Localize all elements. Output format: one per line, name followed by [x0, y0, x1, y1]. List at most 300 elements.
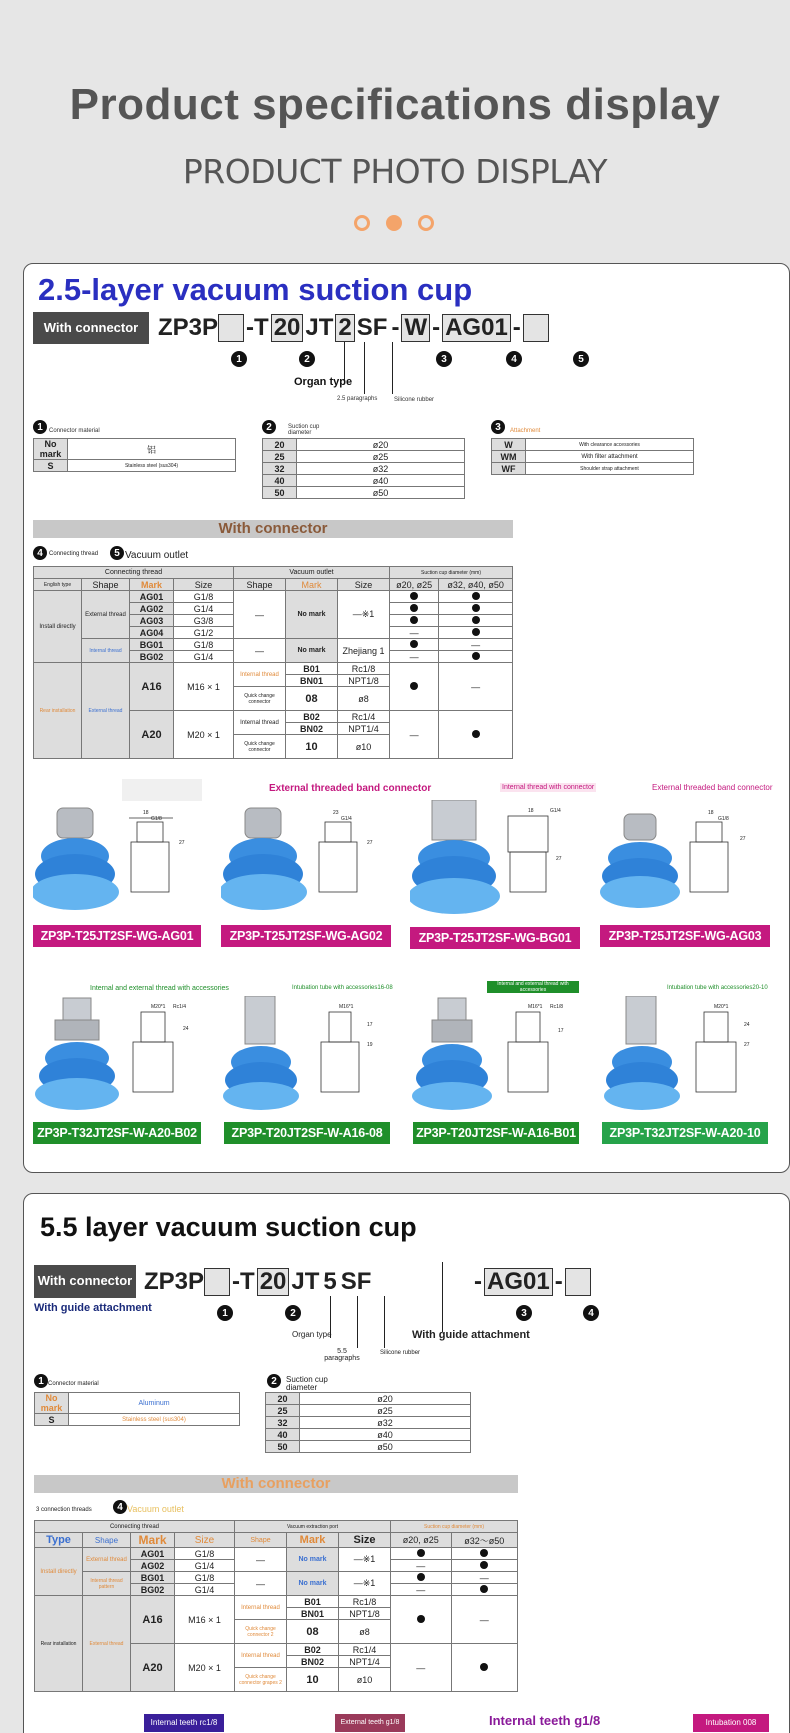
table-cell: Internal thread pattern	[83, 1572, 131, 1596]
table-cell: AG04	[130, 627, 174, 639]
table-cell: —	[451, 1572, 517, 1584]
carousel-dot-1[interactable]	[354, 215, 370, 231]
table-cell: —	[439, 663, 513, 711]
table-header: Suction cup diameter (mm)	[391, 1521, 518, 1533]
table-cell: BN01	[286, 675, 338, 687]
code-dash-3: -	[554, 1268, 563, 1295]
table-cell: B01	[286, 663, 338, 675]
table-cell: Stainless steel (sus304)	[68, 460, 236, 472]
dot-icon	[472, 592, 480, 600]
table-cell: A16	[130, 663, 174, 711]
code-dash-2: -	[474, 1268, 482, 1295]
product-tag: Intubation tube with accessories20-10	[667, 985, 768, 991]
dim-label: 17	[558, 1028, 564, 1034]
table-cell: A20	[131, 1644, 175, 1692]
table-cell: —	[235, 1572, 287, 1596]
table-cell: ø32	[300, 1417, 471, 1429]
dot-icon	[472, 628, 480, 636]
product-caption: ZP3P-T32JT2SF-W-A20-B02	[33, 1122, 201, 1144]
table-header: Mark	[286, 579, 338, 591]
product-tag: External threaded band connector	[652, 783, 773, 792]
product-image-4	[600, 800, 768, 920]
with-connector-badge: With connector	[34, 1265, 136, 1298]
table-cell: NPT1/4	[338, 723, 390, 735]
table-row	[35, 1548, 518, 1560]
product-caption: ZP3P-T20JT2SF-W-A16-08	[224, 1122, 390, 1144]
table-header: Shape	[234, 579, 286, 591]
code-ag: AG01	[484, 1268, 553, 1296]
table-cell: External thread	[82, 663, 130, 759]
table-cell: —※1	[338, 591, 390, 639]
table-cell: G1/4	[175, 1584, 235, 1596]
product-tag: Internal and external thread with accessories	[487, 981, 579, 993]
diameter-title: Suction cup diameter	[286, 1375, 328, 1392]
table-cell: Quick change connector	[234, 687, 286, 711]
page-subtitle: PRODUCT PHOTO DISPLAY	[182, 152, 608, 191]
table-header: Type	[35, 1533, 83, 1548]
table-cell: ø20	[297, 439, 465, 451]
table-header: ø32～ø50	[451, 1533, 517, 1548]
code-dash-t: -T	[232, 1268, 255, 1295]
table-header: Vacuum extraction port	[235, 1521, 391, 1533]
connector-material-table	[33, 438, 236, 472]
table-cell: BG01	[130, 639, 174, 651]
code-box-4	[565, 1268, 591, 1296]
table-row	[263, 439, 465, 451]
table-header: Size	[174, 579, 234, 591]
pointer-line	[384, 1296, 385, 1348]
table-row	[263, 487, 465, 499]
table-cell	[391, 1548, 452, 1560]
code-jt: JT	[305, 314, 334, 341]
table-row	[263, 463, 465, 475]
table-cell	[390, 639, 439, 651]
table-cell: —	[451, 1596, 517, 1644]
table-row	[35, 1533, 518, 1548]
table-cell: —	[235, 1548, 287, 1572]
table-cell: ø40	[297, 475, 465, 487]
table-cell: 20	[263, 439, 297, 451]
product-image-5	[33, 996, 201, 1116]
dim-label: G1/4	[550, 808, 561, 814]
product-image-3	[410, 800, 578, 920]
table-cell: —	[234, 591, 286, 639]
attachment-table	[491, 438, 694, 475]
dot-icon	[410, 682, 418, 690]
table-cell	[439, 627, 513, 639]
table-cell: With filter attachment	[526, 451, 694, 463]
product-tag-placeholder	[122, 779, 202, 801]
table-cell: 10	[286, 735, 338, 759]
dim-label: 19	[367, 1042, 373, 1048]
table-cell: AG03	[130, 615, 174, 627]
marker-5: 5	[110, 546, 124, 560]
dot-icon	[417, 1573, 425, 1581]
product-image-1	[33, 800, 201, 920]
table-row	[35, 1414, 240, 1426]
code-box-1	[218, 314, 244, 342]
dim-label: 18	[708, 810, 714, 816]
table-cell: WF	[492, 463, 526, 475]
table-cell: No mark	[287, 1548, 339, 1572]
marker-2: 2	[299, 351, 315, 367]
table-cell: BN02	[286, 723, 338, 735]
table-header: Size	[338, 579, 390, 591]
table-row	[263, 475, 465, 487]
table-cell: Rear installation	[34, 663, 82, 759]
table-cell: 32	[266, 1417, 300, 1429]
table-cell: G1/4	[175, 1560, 235, 1572]
product-tag: External threaded band connector	[269, 783, 432, 794]
table-row	[492, 451, 694, 463]
table-cell	[439, 711, 513, 759]
table-cell: NPT1/8	[338, 675, 390, 687]
table-cell: 40	[263, 475, 297, 487]
code-dash-3: -	[512, 314, 521, 341]
vacuum-outlet-label: Vacuum outlet	[127, 1504, 184, 1514]
table-cell	[391, 1572, 452, 1584]
table-row	[34, 439, 236, 460]
table-header: Mark	[287, 1533, 339, 1548]
table-cell: No mark	[287, 1572, 339, 1596]
table-cell: 40	[266, 1429, 300, 1441]
organ-type-label: Organ type	[292, 1330, 332, 1339]
table-row	[34, 639, 513, 651]
table-cell: External thread	[83, 1548, 131, 1572]
pointer-line	[364, 342, 365, 394]
attachment-title: Attachment	[510, 428, 541, 434]
table-cell: With clearance accessories	[526, 439, 694, 451]
table-cell: G3/8	[174, 615, 234, 627]
dim-label: 27	[367, 840, 373, 846]
connector-spec-table	[33, 566, 513, 759]
connector-material-table	[34, 1392, 240, 1426]
dim-label: M20*1	[714, 1004, 729, 1010]
dot-icon	[410, 592, 418, 600]
table-cell	[439, 615, 513, 627]
table-cell: Internal thread	[234, 663, 286, 687]
table-cell	[390, 663, 439, 711]
table-cell: ø32	[297, 463, 465, 475]
table-header: Vacuum outlet	[234, 567, 390, 579]
carousel-dot-3[interactable]	[418, 215, 434, 231]
table-header: Mark	[130, 579, 174, 591]
table-cell: Quick change connector	[234, 735, 286, 759]
pointer-line	[442, 1262, 443, 1332]
table-row	[35, 1572, 518, 1584]
product-image-6	[221, 996, 389, 1116]
code-prefix: ZP3P	[158, 314, 219, 341]
table-cell: ø10	[339, 1668, 391, 1692]
code-dash-t: -T	[246, 314, 269, 341]
table-row	[35, 1596, 518, 1608]
table-header: Suction cup diameter (mm)	[390, 567, 513, 579]
table-row	[266, 1417, 471, 1429]
table-cell: Install directly	[34, 591, 82, 663]
table-row	[34, 663, 513, 675]
table-cell: Internal thread	[235, 1644, 287, 1668]
table-cell: 铝	[68, 439, 236, 460]
table-cell	[390, 603, 439, 615]
page-title: Product specifications display	[69, 80, 721, 129]
table-cell: 08	[287, 1620, 339, 1644]
table-cell: —	[390, 627, 439, 639]
table-cell	[391, 1596, 452, 1644]
dim-label: 24	[744, 1022, 750, 1028]
table-row	[35, 1393, 240, 1414]
carousel-dot-2[interactable]	[386, 215, 402, 231]
dim-label: G1/8	[151, 816, 162, 822]
table-cell: G1/8	[175, 1548, 235, 1560]
organ-type-label: Organ type	[294, 376, 353, 388]
code-jt: JT	[291, 1268, 320, 1295]
table-cell	[439, 651, 513, 663]
table-cell: —※1	[339, 1548, 391, 1572]
table-cell: —	[391, 1560, 452, 1572]
dot-icon	[417, 1615, 425, 1623]
table-row	[263, 451, 465, 463]
table-cell	[390, 615, 439, 627]
section2-title: 5.5 layer vacuum suction cup	[40, 1212, 417, 1242]
dim-label: 23	[333, 810, 339, 816]
dim-label: 27	[556, 856, 562, 862]
vacuum-outlet-label: Vacuum outlet	[125, 550, 189, 561]
table-cell	[451, 1548, 517, 1560]
table-cell: M16 × 1	[175, 1596, 235, 1644]
code-sf: SF	[340, 1268, 372, 1295]
table-cell: 32	[263, 463, 297, 475]
table-row	[266, 1393, 471, 1405]
table-cell: A16	[131, 1596, 175, 1644]
dim-label: 27	[179, 840, 185, 846]
table-cell: M20 × 1	[175, 1644, 235, 1692]
table-cell: BG02	[130, 651, 174, 663]
table-cell: —	[439, 639, 513, 651]
table-cell: Rc1/4	[338, 711, 390, 723]
connecting-thread-label: Connecting thread	[49, 551, 99, 557]
table-cell: —	[234, 639, 286, 663]
table-cell: G1/4	[174, 651, 234, 663]
marker-5: 5	[573, 351, 589, 367]
code-ag: AG01	[442, 314, 511, 342]
table-cell: BN01	[287, 1608, 339, 1620]
table-cell: AG01	[131, 1548, 175, 1560]
diameter-table	[262, 438, 465, 499]
table-cell: AG02	[130, 603, 174, 615]
dim-label: 17	[367, 1022, 373, 1028]
table-header: Connecting thread	[34, 567, 234, 579]
table-row	[34, 460, 236, 472]
table-row	[266, 1429, 471, 1441]
product-tag: External teeth g1/8	[335, 1714, 405, 1732]
table-cell: No mark	[34, 439, 68, 460]
product-tag: Intubation 008	[693, 1714, 769, 1732]
table-row	[35, 1521, 518, 1533]
model-code-1	[158, 313, 549, 343]
diameter-title: Suction cup diameter	[288, 424, 320, 436]
table-cell: Quick change connector grapes 2	[235, 1668, 287, 1692]
table-cell: B02	[286, 711, 338, 723]
table-cell: AG02	[131, 1560, 175, 1572]
dot-icon	[480, 1663, 488, 1671]
connector-material-title: Connector material	[48, 1381, 99, 1387]
table-cell: 25	[263, 451, 297, 463]
table-cell: ø8	[339, 1620, 391, 1644]
dim-label: 27	[744, 1042, 750, 1048]
table-cell: Rear installation	[35, 1596, 83, 1692]
table-cell: M16 × 1	[174, 663, 234, 711]
dot-icon	[472, 604, 480, 612]
product-image-7	[410, 996, 578, 1116]
table-header: Shape	[82, 579, 130, 591]
product-image-2	[221, 800, 389, 920]
table-cell: External thread	[82, 591, 130, 639]
product-caption: ZP3P-T25JT2SF-WG-AG03	[600, 925, 770, 947]
code-prefix: ZP3P	[144, 1268, 205, 1295]
table-cell: ø50	[300, 1441, 471, 1453]
marker-1: 1	[34, 1374, 48, 1388]
table-row	[266, 1441, 471, 1453]
table-cell	[439, 591, 513, 603]
marker-4: 4	[113, 1500, 127, 1514]
table-cell: —	[391, 1584, 452, 1596]
table-row	[492, 439, 694, 451]
table-cell: M20 × 1	[174, 711, 234, 759]
table-row	[266, 1405, 471, 1417]
marker-1: 1	[231, 351, 247, 367]
product-tag: Internal teeth rc1/8	[144, 1714, 224, 1732]
code-sf: SF	[356, 314, 388, 341]
dim-label: 18	[143, 810, 149, 816]
table-cell: G1/2	[174, 627, 234, 639]
dot-icon	[472, 652, 480, 660]
table-cell: BN02	[287, 1656, 339, 1668]
table-cell: Rc1/8	[338, 663, 390, 675]
product-tag: Internal teeth g1/8	[489, 1713, 601, 1728]
table-cell: External thread	[83, 1596, 131, 1692]
table-cell: B02	[287, 1644, 339, 1656]
product-caption: ZP3P-T20JT2SF-W-A16-B01	[413, 1122, 579, 1144]
dim-label: 18	[528, 808, 534, 814]
table-cell: G1/4	[174, 603, 234, 615]
dot-icon	[480, 1549, 488, 1557]
silicone-label: Silicone rubber	[380, 1350, 421, 1356]
marker-3: 3	[436, 351, 452, 367]
table-header: Mark	[131, 1533, 175, 1548]
dim-label: Rc1/4	[173, 1004, 187, 1010]
table-cell: No mark	[286, 591, 338, 639]
product-caption: ZP3P-T25JT2SF-WG-AG02	[221, 925, 391, 947]
diameter-table	[265, 1392, 471, 1453]
table-cell: Rc1/8	[339, 1596, 391, 1608]
table-cell: 20	[266, 1393, 300, 1405]
dim-label: 24	[183, 1026, 189, 1032]
connector-spec-table-2	[34, 1520, 518, 1692]
dot-icon	[417, 1549, 425, 1557]
table-cell: S	[35, 1414, 69, 1426]
marker-2: 2	[267, 1374, 281, 1388]
with-connector-bar: With connector	[33, 520, 513, 538]
table-cell: G1/8	[175, 1572, 235, 1584]
marker-4: 4	[33, 546, 47, 560]
table-cell: ø40	[300, 1429, 471, 1441]
table-cell: S	[34, 460, 68, 472]
marker-1: 1	[33, 420, 47, 434]
table-header: Shape	[235, 1533, 287, 1548]
table-cell: 10	[287, 1668, 339, 1692]
marker-1: 1	[217, 1305, 233, 1321]
dot-icon	[410, 604, 418, 612]
table-cell: Zhejiang 1	[338, 639, 390, 663]
code-box-5	[523, 314, 549, 342]
table-cell: No mark	[35, 1393, 69, 1414]
table-row	[34, 579, 513, 591]
section1-title: 2.5-layer vacuum suction cup	[38, 272, 473, 307]
dot-icon	[410, 616, 418, 624]
table-cell: 50	[266, 1441, 300, 1453]
dot-icon	[480, 1561, 488, 1569]
table-header: Size	[175, 1533, 235, 1548]
table-cell: 50	[263, 487, 297, 499]
marker-2: 2	[285, 1305, 301, 1321]
paragraphs-label: 5.5 paragraphs	[324, 1348, 360, 1362]
marker-3: 3	[491, 420, 505, 434]
code-dash-1: -	[391, 314, 400, 341]
table-cell: BG02	[131, 1584, 175, 1596]
marker-3: 3	[516, 1305, 532, 1321]
table-cell: NPT1/8	[339, 1608, 391, 1620]
table-cell: Internal thread	[235, 1596, 287, 1620]
paragraphs-label: 2.5 paragraphs	[337, 396, 378, 402]
table-header: ø20, ø25	[390, 579, 439, 591]
table-cell: No mark	[286, 639, 338, 663]
dim-label: M16*1	[528, 1004, 543, 1010]
table-cell: Quick change connector 2	[235, 1620, 287, 1644]
table-cell: G1/8	[174, 639, 234, 651]
table-cell: ø25	[297, 451, 465, 463]
guide-attachment-label: With guide attachment	[412, 1329, 530, 1341]
table-cell: 08	[286, 687, 338, 711]
table-cell: NPT1/4	[339, 1656, 391, 1668]
product-tag: Internal thread with connector	[502, 784, 595, 791]
table-cell: —	[390, 711, 439, 759]
guide-attachment-label: With guide attachment	[34, 1302, 152, 1314]
pointer-line	[392, 342, 393, 394]
table-cell	[439, 603, 513, 615]
table-cell: —※1	[339, 1572, 391, 1596]
marker-4: 4	[583, 1305, 599, 1321]
table-cell: ø20	[300, 1393, 471, 1405]
dim-label: G1/8	[718, 816, 729, 822]
table-cell	[451, 1560, 517, 1572]
code-box-1	[204, 1268, 230, 1296]
product-caption: ZP3P-T32JT2SF-W-A20-10	[602, 1122, 768, 1144]
table-cell	[451, 1644, 517, 1692]
code-size: 20	[257, 1268, 290, 1296]
table-cell: G1/8	[174, 591, 234, 603]
table-header: English type	[34, 579, 82, 591]
table-header: Shape	[83, 1533, 131, 1548]
table-cell: BG01	[131, 1572, 175, 1584]
table-cell: ø8	[338, 687, 390, 711]
with-connector-badge: With connector	[33, 312, 149, 344]
table-cell: W	[492, 439, 526, 451]
product-image-8	[600, 996, 768, 1116]
table-header: Size	[339, 1533, 391, 1548]
code-layers: 5	[323, 1268, 337, 1295]
dim-label: Rc1/8	[550, 1004, 564, 1010]
silicone-label: Silicone rubber	[394, 397, 435, 403]
